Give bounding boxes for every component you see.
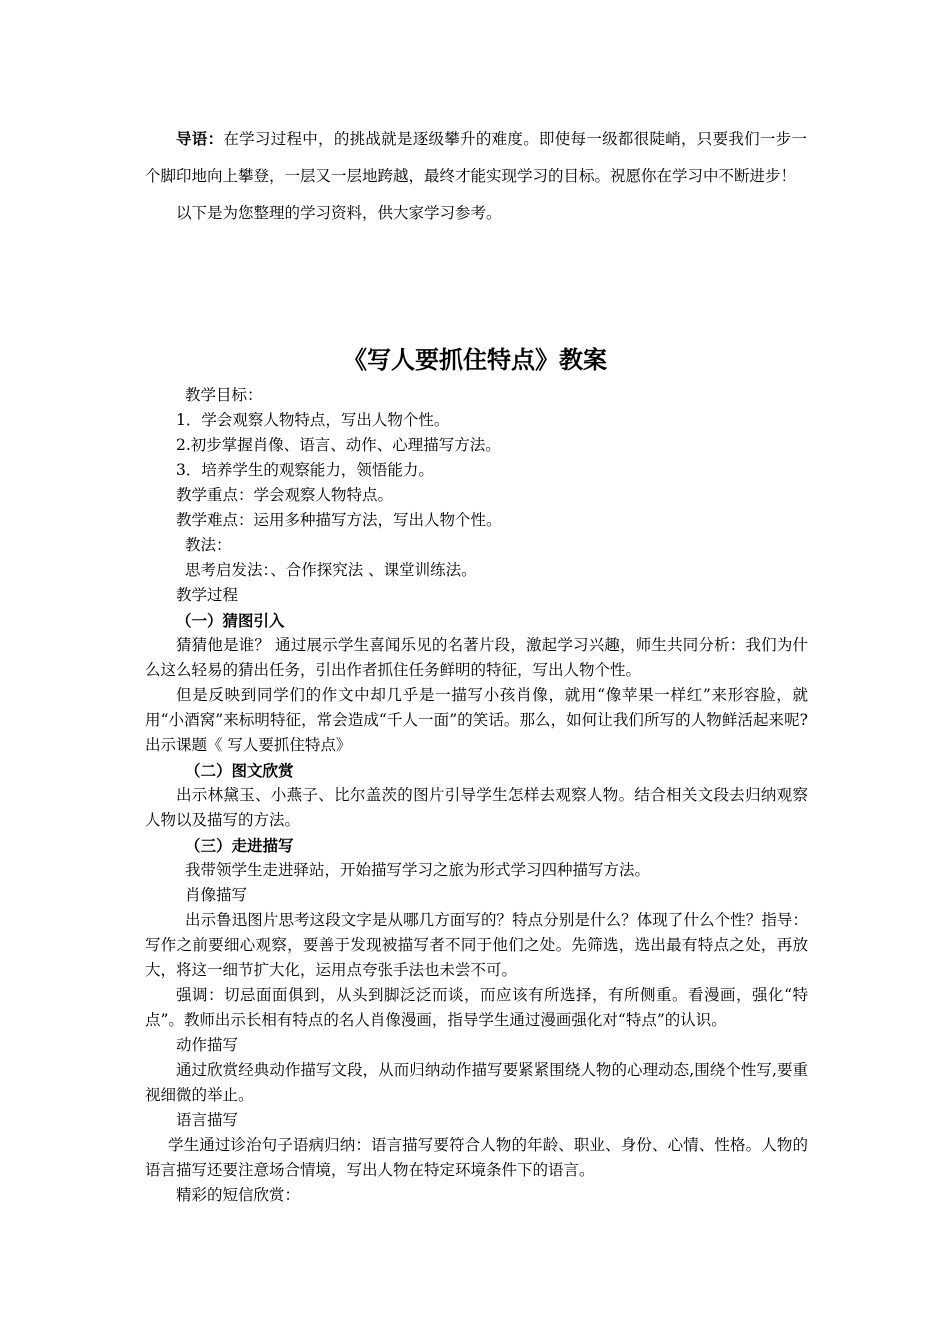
goals-label: 教学目标：	[185, 386, 263, 404]
intro-lead-paragraph	[145, 120, 807, 195]
method-label: 教法：	[185, 536, 232, 554]
action-paragraph-1: 通过欣赏经典动作描写文段，从而归纳动作描写要紧紧围绕人物的心理动态,围绕个性写,要重视细微的举止。	[145, 1061, 808, 1104]
document-title: 《写人要抓住特点》教案	[343, 345, 607, 374]
section-2-paragraph-1: 出示林黛玉、小燕子、比尔盖茨的图片引导学生怎样去观察人物。结合相关文段去归纳观察人物以及描写的方法。	[145, 786, 808, 829]
section-1-paragraph-2: 但是反映到同学们的作文中却几乎是一描写小孩肖像，就用“像苹果一样红”来形容脸，就用“小酒窝”来标明特征，常会造成“千人一面”的笑话。那么，如何让我们所写的人物鲜活起来呢?出示课题《 写人要抓住特点》	[145, 686, 808, 754]
portrait-label: 肖像描写	[185, 886, 248, 904]
language-paragraph-1: 学生通过诊治句子语病归纳：语言描写要符合人物的年龄、职业、身份、心情、性格。人物的语言描写还要注意场合情境，写出人物在特定环境条件下的语言。	[145, 1136, 808, 1179]
section-3-paragraph-1: 我带领学生走进驿站，开始描写学习之旅为形式学习四种描写方法。	[185, 861, 651, 879]
process-label: 教学过程	[176, 586, 239, 604]
portrait-paragraph-2: 强调：切忌面面俱到，从头到脚泛泛而谈，而应该有所选择，有所侧重。看漫画，强化“特点”。教师出示长相有特点的名人肖像漫画，指导学生通过漫画强化对“特点”的认识。	[145, 986, 808, 1029]
section-1-heading: （一）猜图引入	[176, 611, 285, 630]
portrait-paragraph-1: 出示鲁迅图片思考这段文字是从哪几方面写的？特点分别是什么？体现了什么个性？指导：写作之前要细心观察，要善于发现被描写者不同于他们之处。先筛选，选出最有特点之处，再放大，将这一细节扩大化，运用点夸张手法也未尝不可。	[145, 911, 808, 979]
lesson-body	[145, 383, 808, 1208]
key-point: 教学重点：学会观察人物特点。	[176, 486, 394, 504]
intro-note: 以下是为您整理的学习资料，供大家学习参考。	[176, 204, 502, 222]
lead-text: 在学习过程中，的挑战就是逐级攀升的难度。即使每一级都很陡峭，只要我们一步一个脚印地向上攀登，一层又一层地跨越，最终才能实现学习的目标。祝愿你在学习中不断进步！	[145, 130, 807, 185]
sms-label: 精彩的短信欣赏：	[176, 1186, 301, 1204]
goal-3: 3．培养学生的观察能力，领悟能力。	[176, 461, 434, 479]
goal-1: 1．学会观察人物特点，写出人物个性。	[176, 411, 450, 429]
methods: 思考启发法：、合作探究法 、课堂训练法。	[185, 561, 477, 579]
difficulty: 教学难点：运用多种描写方法，写出人物个性。	[176, 511, 502, 529]
action-label: 动作描写	[176, 1036, 239, 1054]
section-3-heading: （三）走进描写	[185, 836, 294, 855]
intro-section	[145, 120, 807, 232]
language-label: 语言描写	[176, 1111, 239, 1129]
goal-2: 2.初步掌握肖像、语言、动作、心理描写方法。	[176, 436, 501, 454]
section-2-heading: （二）图文欣赏	[185, 761, 294, 780]
section-1-paragraph-1: 猜猜他是谁？ 通过展示学生喜闻乐见的名著片段，激起学习兴趣，师生共同分析：我们为什么这么轻易的猜出任务，引出作者抓住任务鲜明的特征，写出人物个性。	[145, 636, 808, 679]
lead-label: 导语：	[176, 129, 224, 148]
